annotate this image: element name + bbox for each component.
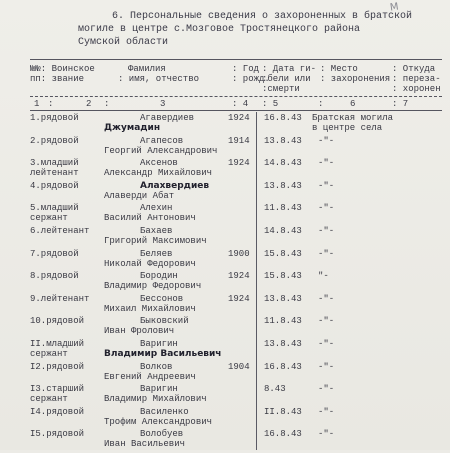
cell-date: 15.8.43 [264,248,302,259]
col-number: 6 [350,99,356,109]
col-number: : 4 [232,99,249,109]
heading-line: Сумской области [78,37,169,48]
cell-date: 16.8.43 [264,429,302,440]
col-number: : [318,99,324,109]
cell-name: Николай Федорович [104,258,196,269]
cell-date: 13.8.43 [264,180,302,191]
cell-name: Владимир Федорович [104,281,202,292]
cell-name: Агавердиев [140,113,195,123]
table-row [0,407,450,431]
cell-rank: 1.рядовой [30,113,79,123]
cell-name: Бахаев [140,226,173,236]
cell-name: Агапесов [140,135,184,146]
table-row [0,316,450,340]
col-number: : [48,99,54,109]
cell-name: Михаил Михайлович [104,303,196,314]
cell-name: Бессонов [140,293,184,304]
cell-name: Евгений Андреевич [104,371,196,382]
cell-place: -"- [318,180,335,191]
cell-name: Алехин [140,203,173,214]
table-row [0,158,450,182]
cell-date: 14.8.43 [264,226,302,236]
cell-rank: сержант [30,349,68,359]
cell-name: Волобуев [140,429,184,440]
table-row [0,429,450,453]
cell-name: Георгий Александрович [104,145,218,156]
cell-name: Александр Михайлович [104,168,213,179]
header-name: Фамилия : имя, отчество [118,64,200,84]
cell-name: Варигин [140,339,178,349]
cell-year: 1914 [228,135,250,146]
cell-date: 8.43 [264,384,286,395]
cell-place: -"- [318,429,335,440]
cell-name: Быковский [140,316,189,327]
cell-year: 1904 [228,361,250,372]
cell-place: -"- [318,384,335,395]
cell-name: Волков [140,361,173,372]
table-row [0,136,450,160]
cell-rank: 9.лейтенант [30,293,90,304]
cell-name: Бородин [140,271,178,282]
col-number: : [104,99,110,109]
cell-year: 1924 [228,113,250,123]
cell-year: 1924 [228,293,250,304]
cell-name: Иван Фролович [104,326,175,337]
cell-name: Владимир Михайлович [104,394,207,405]
cell-place: -"- [318,248,335,259]
cell-name: Василенко [140,406,189,417]
cell-year: 1924 [228,271,250,282]
heading-line: 6. Персональные сведения о захороненных в братской [112,11,413,22]
col-number: : 7 [392,99,409,109]
table-row [0,181,450,205]
cell-date: 13.8.43 [264,135,302,146]
cell-date: 16.8.43 [264,113,302,123]
cell-rank: 7.рядовой [30,248,79,259]
cell-rank: I5.рядовой [30,429,85,440]
table-row [0,249,450,273]
cell-rank: 2.рядовой [30,135,79,146]
cell-name: Алахвердиев [140,180,210,191]
header-place: : Место : захоронения [320,64,391,84]
cell-rank: сержант [30,213,68,224]
col-number: : 5 [262,99,279,109]
cell-rank: лейтенант [30,168,79,179]
cell-rank: I4.рядовой [30,406,85,417]
cell-name: Трофим Александрович [104,416,213,427]
cell-date: 13.8.43 [264,293,302,304]
cell-place: -"- [318,361,335,372]
cell-name: Беляев [140,248,173,259]
cell-date: 15.8.43 [264,271,302,282]
cell-year: 1924 [228,158,250,169]
cell-place: "- [318,271,329,282]
cell-rank: 4.рядовой [30,180,79,191]
heading-line: могиле в центре с.Мозговое Тростянецкого района [78,24,361,35]
cell-name: Алаверди Абат [104,190,175,201]
cell-place: -"- [318,406,335,417]
table-row [0,113,450,137]
cell-name: Григорий Максимович [104,236,207,246]
cell-place: -"- [318,293,335,304]
table-row [0,226,450,250]
header-date: : Дата ги- :бели или :смерти [262,64,317,94]
table-row [0,362,450,386]
cell-rank: 10.рядовой [30,316,85,327]
cell-place: -"- [318,339,335,349]
cell-date: II.8.43 [264,406,302,417]
cell-place: -"- [318,158,335,169]
cell-name: Василий Антонович [104,213,196,224]
cell-date: 16.8.43 [264,361,302,372]
header-rank: №№: Воинское пп: звание [30,64,95,84]
cell-place: -"- [318,316,335,327]
cell-place: в центре села [312,123,383,133]
cell-date: 11.8.43 [264,203,302,214]
cell-place: -"- [318,203,335,214]
table-row [0,384,450,408]
cell-name: Аксенов [140,158,178,169]
table-row [0,339,450,363]
header-origin: : Откуда : переза- : хоронен [392,64,441,94]
cell-rank: I2.рядовой [30,361,85,372]
cell-name: Джумадин [104,123,161,133]
col-number: 1 [34,99,40,109]
cell-rank: I3.старший [30,384,85,395]
cell-place: -"- [318,226,335,236]
cell-year: 1900 [228,248,250,259]
cell-rank: 6.лейтенант [30,226,90,236]
cell-rank: сержант [30,394,68,405]
cell-name: Иван Васильевич [104,439,186,450]
col-number: 2 [86,99,92,109]
table-row [0,294,450,318]
corner-handwritten-note: М [389,1,400,14]
table-row [0,203,450,227]
cell-date: 11.8.43 [264,316,302,327]
header-year: : Год : рожд. [232,64,270,84]
col-number: 3 [160,99,166,109]
cell-date: 14.8.43 [264,158,302,169]
cell-place: Братская могила [312,113,394,123]
cell-rank: II.младший [30,339,85,349]
cell-rank: 3.младший [30,158,79,169]
cell-rank: 5.младший [30,203,79,214]
cell-date: 13.8.43 [264,339,302,349]
cell-place: -"- [318,135,335,146]
cell-rank: 8.рядовой [30,271,79,282]
table-row [0,271,450,295]
cell-name: Варигин [140,384,178,395]
cell-name: Владимир Васильевич [104,349,222,359]
